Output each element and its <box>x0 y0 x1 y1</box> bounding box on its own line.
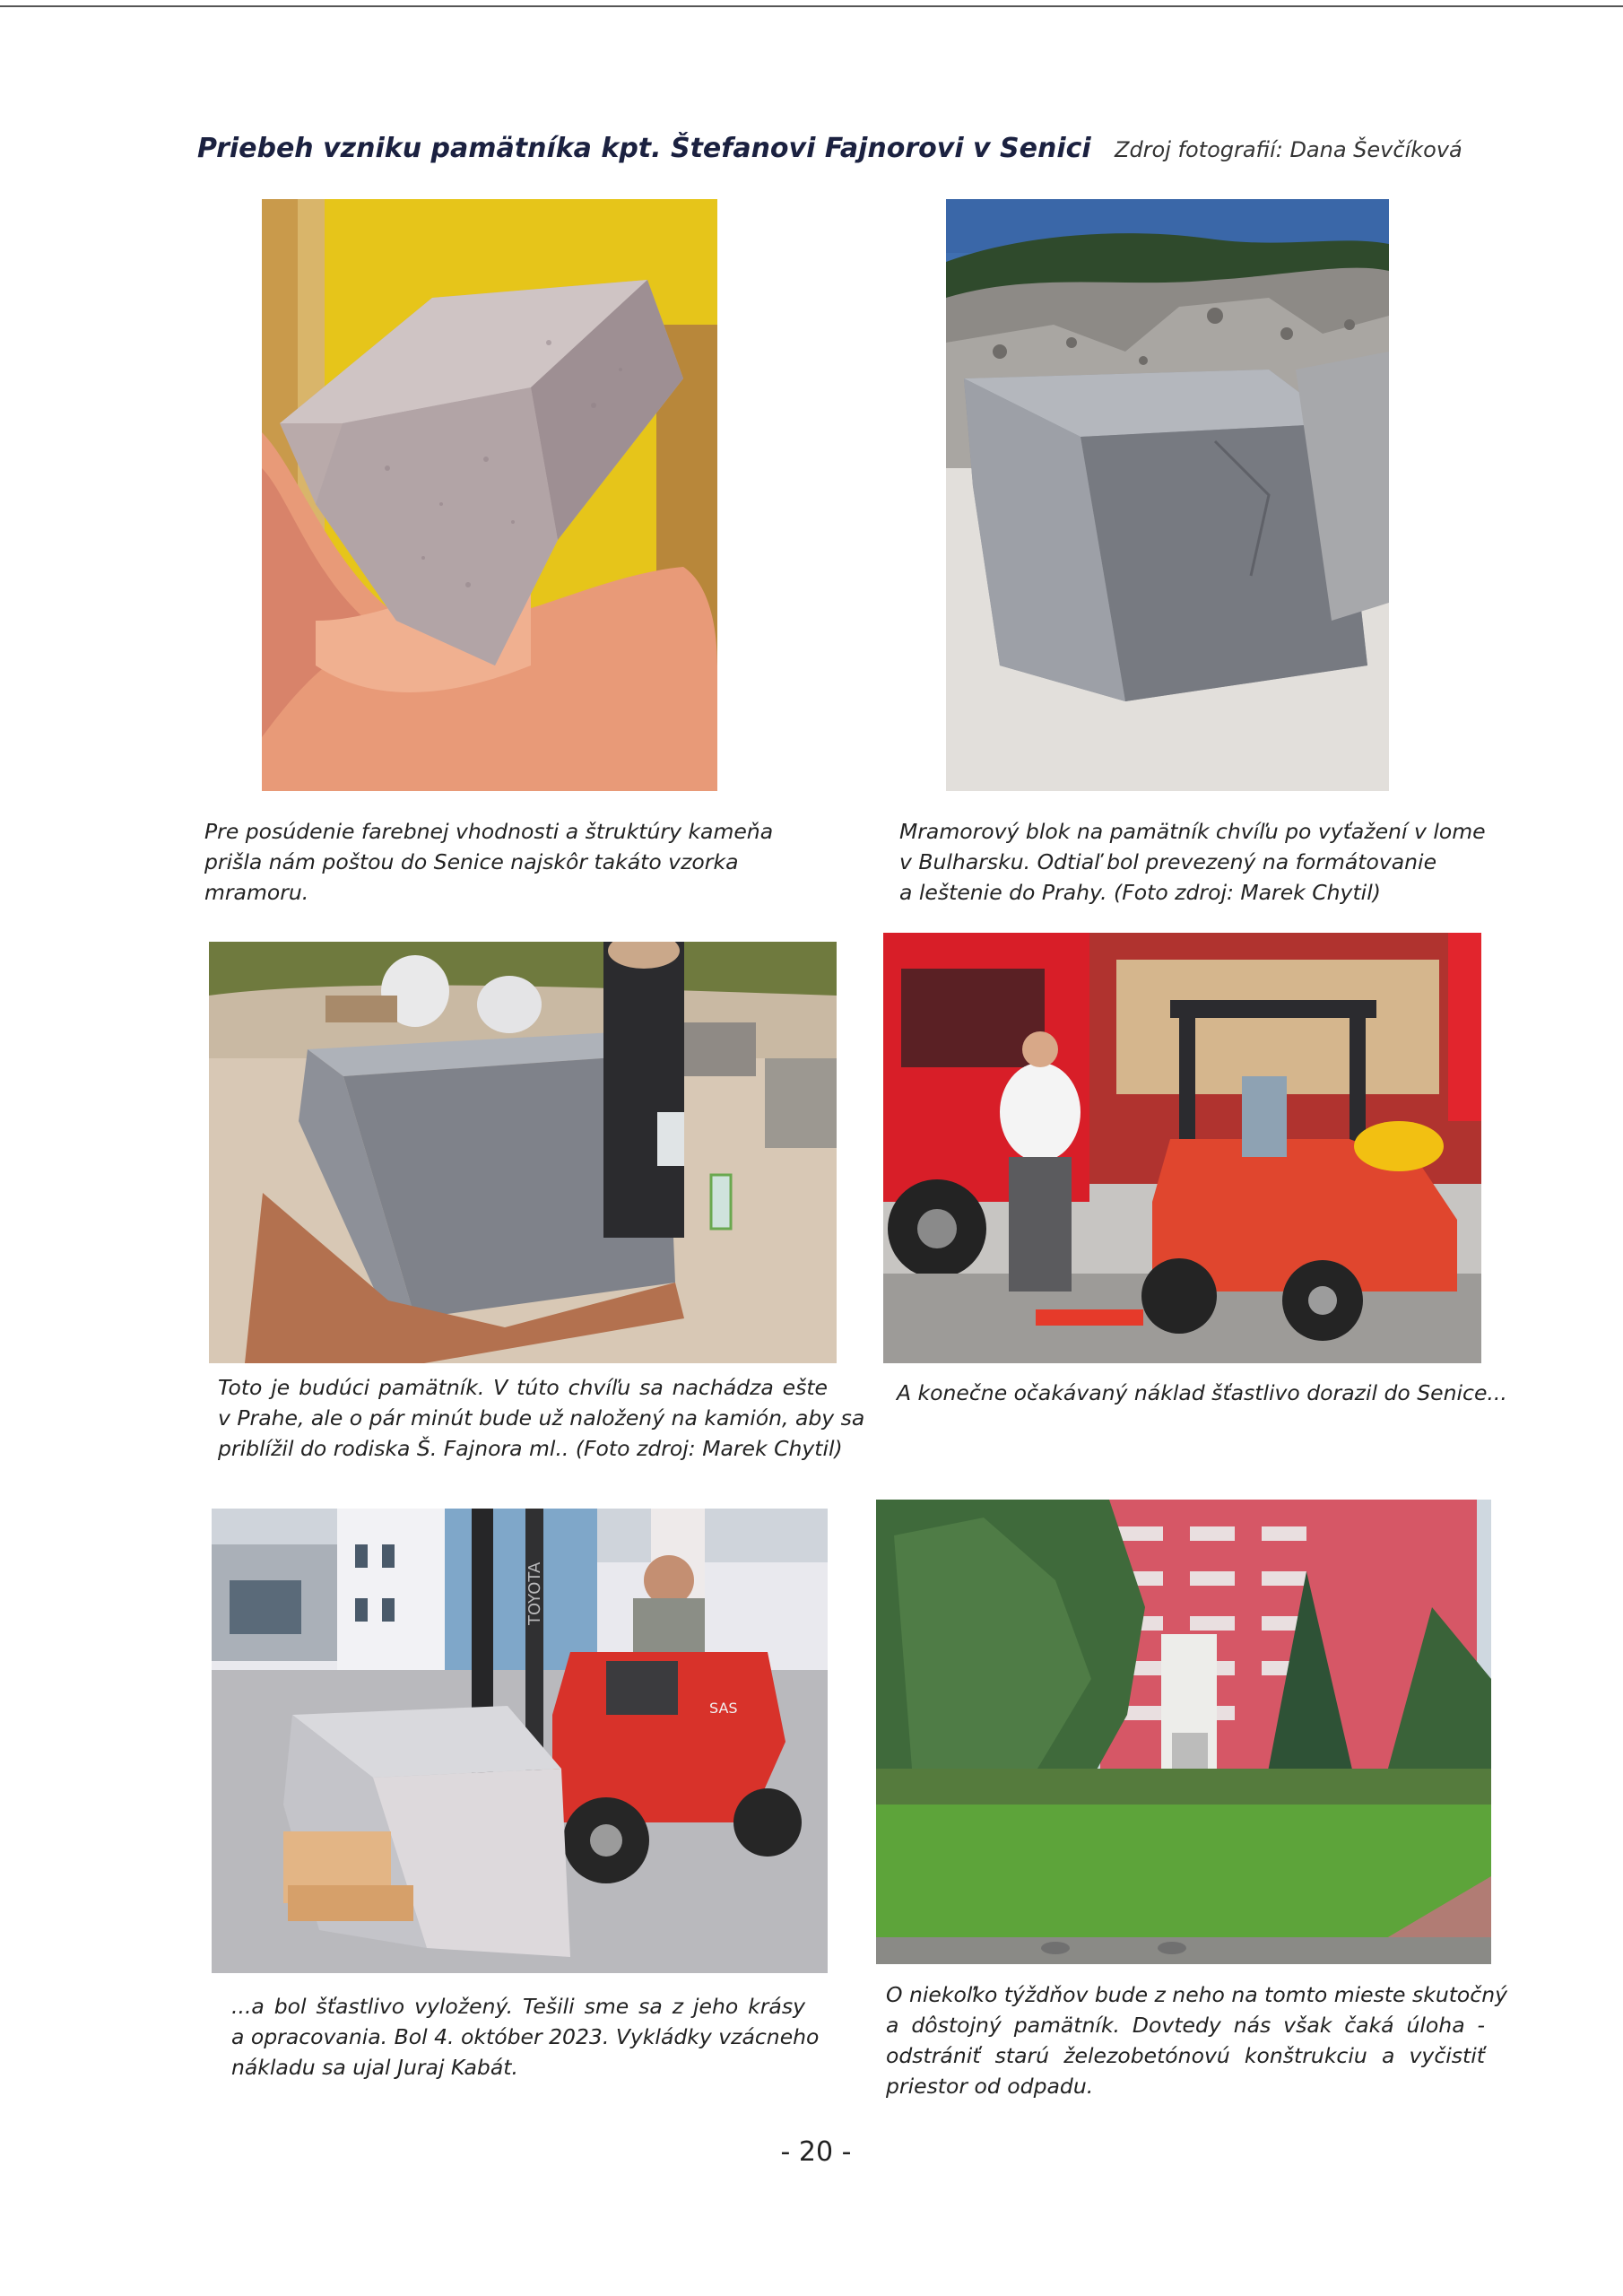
caption-marble-sample <box>204 816 778 908</box>
caption-marble-block-quarry <box>899 816 1486 908</box>
photo-site-old-structure <box>876 1500 1491 1964</box>
photo-delivery-truck <box>883 933 1481 1363</box>
caption-line: priblížil do rodiska Š. Fajnora ml.. (Foto zdroj: Marek Chytil) <box>218 1436 843 1461</box>
caption-line: v Prahe, ale o pár minút bude už naložený na kamión, aby sa <box>218 1405 865 1431</box>
forklift-brand-text: TOYOTA <box>525 1561 544 1625</box>
caption-line: a opracovania. Bol 4. október 2023. Vykládky vzácneho <box>231 2024 820 2049</box>
caption-line: O niekoľko týždňov bude z neho na tomto mieste skutočný <box>886 1982 1508 2007</box>
page-title: Priebeh vzniku pamätníka kpt. Štefanovi Fajnorovi v Senici <box>197 133 1091 164</box>
photo-marble-sample <box>262 199 717 791</box>
caption-line: Mramorový blok na pamätník chvíľu po vyťažení v lome <box>899 819 1486 844</box>
photo-source-credit: Zdroj fotografií: Dana Ševčíková <box>1115 137 1462 162</box>
caption-line: a leštenie do Prahy. (Foto zdroj: Marek Chytil) <box>899 880 1381 905</box>
page-number: - 20 - <box>780 2136 852 2168</box>
caption-future-monument-prague <box>218 1372 865 1464</box>
caption-line: odstrániť starú železobetónovú konštrukciu a vyčistiť <box>886 2043 1485 2068</box>
photo-marble-block-quarry <box>946 199 1389 791</box>
caption-line: prišla nám poštou do Senice najskôr takáto vzorka <box>204 849 739 874</box>
photo-forklift-unloading <box>212 1509 828 1973</box>
caption-line: a dôstojný pamätník. Dovtedy nás však čaká úloha - <box>886 2013 1485 2038</box>
caption-line: v Bulharsku. Odtiaľ bol prevezený na formátovanie <box>899 849 1437 874</box>
photo-future-monument-prague <box>209 942 837 1363</box>
caption-line: Pre posúdenie farebnej vhodnosti a štruktúry kameňa <box>204 819 774 844</box>
caption-forklift-unloading <box>231 1991 820 2083</box>
caption-delivery-truck <box>897 1378 1507 1408</box>
caption-line: nákladu sa ujal Juraj Kabát. <box>231 2055 518 2080</box>
caption-site-old-structure <box>886 1979 1508 2101</box>
caption-line: Toto je budúci pamätník. V túto chvíľu sa nachádza ešte <box>218 1375 828 1400</box>
caption-line: mramoru. <box>204 880 309 905</box>
page-top-rule <box>0 5 1623 7</box>
forklift-badge-text: SAS <box>709 1700 738 1717</box>
caption-line: priestor od odpadu. <box>886 2074 1094 2099</box>
caption-line: A konečne očakávaný náklad šťastlivo dorazil do Senice... <box>897 1380 1507 1405</box>
caption-line: ...a bol šťastlivo vyložený. Tešili sme sa z jeho krásy <box>231 1994 805 2019</box>
